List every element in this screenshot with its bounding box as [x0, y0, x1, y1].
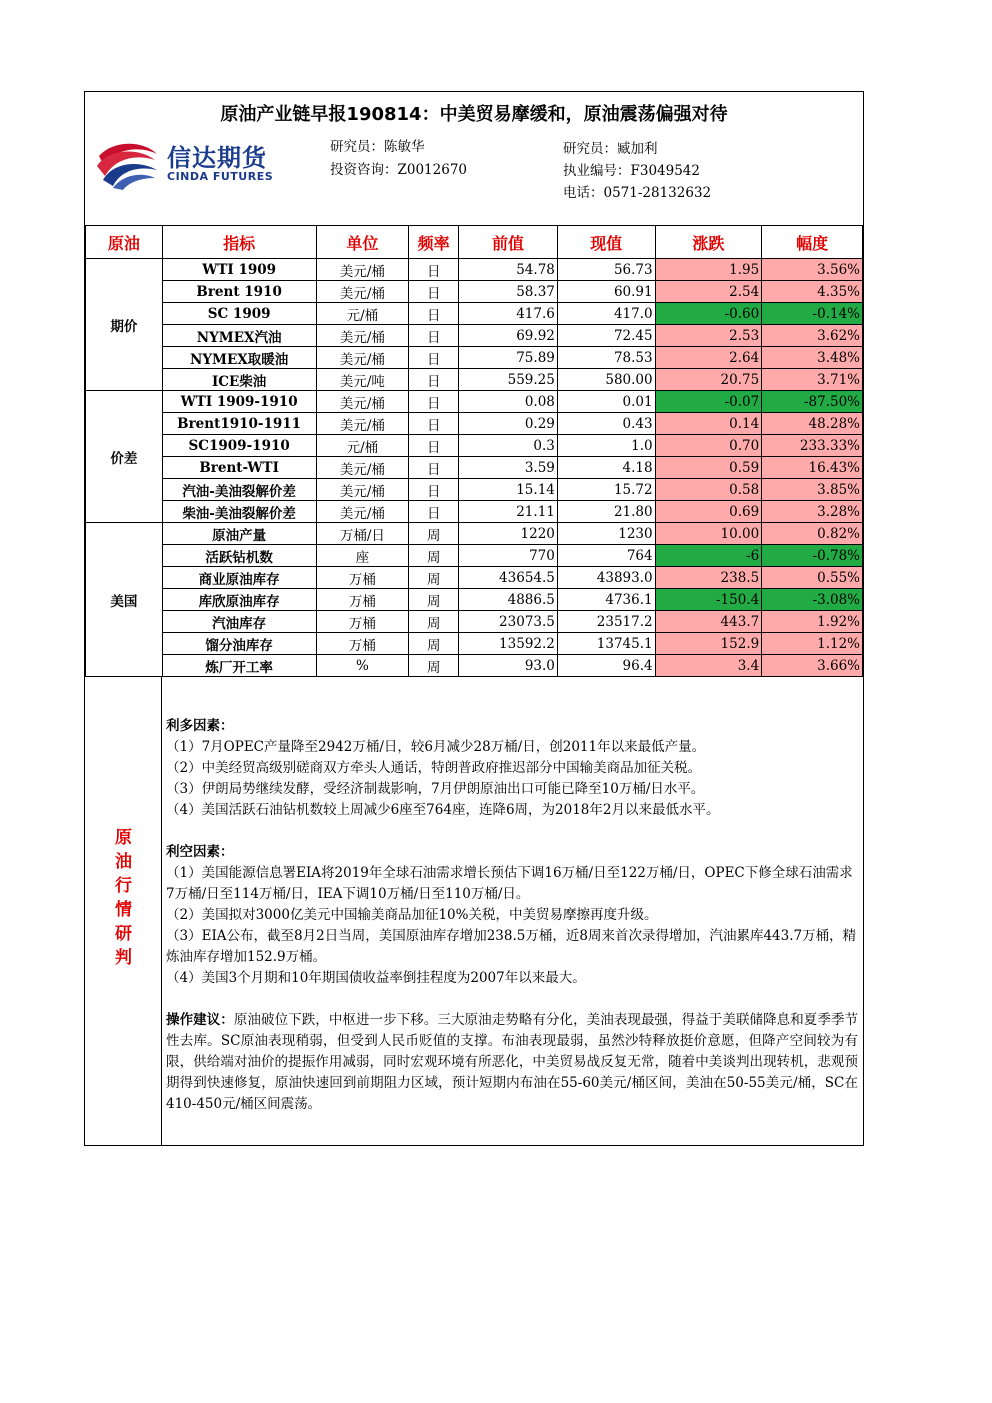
frequency-cell: 日: [409, 391, 459, 413]
table-row: [86, 589, 863, 611]
change-cell: 0.70: [655, 435, 762, 457]
logo-english-text: CINDA FUTURES: [167, 170, 274, 183]
frequency-cell: 周: [409, 545, 459, 567]
previous-value-cell: 54.78: [459, 259, 558, 281]
change-cell: 0.14: [655, 413, 762, 435]
unit-cell: 元/桶: [316, 303, 409, 325]
frequency-cell: 日: [409, 281, 459, 303]
header-current: 现值: [557, 226, 655, 259]
indicator-cell: SC 1909: [162, 303, 316, 325]
unit-cell: 美元/桶: [316, 391, 409, 413]
unit-cell: 美元/桶: [316, 413, 409, 435]
percent-cell: 1.12%: [762, 633, 863, 655]
frequency-cell: 日: [409, 457, 459, 479]
current-value-cell: 13745.1: [557, 633, 655, 655]
table-row: [86, 501, 863, 523]
previous-value-cell: 3.59: [459, 457, 558, 479]
logo-chinese-text: 信达期货: [167, 144, 267, 172]
table-row: [86, 655, 863, 677]
header-unit: 单位: [316, 226, 409, 259]
frequency-cell: 日: [409, 325, 459, 347]
change-cell: -0.60: [655, 303, 762, 325]
frequency-cell: 日: [409, 347, 459, 369]
percent-cell: 3.48%: [762, 347, 863, 369]
percent-cell: 3.62%: [762, 325, 863, 347]
change-cell: 0.59: [655, 457, 762, 479]
bear-factors-list: [166, 863, 858, 989]
change-cell: 20.75: [655, 369, 762, 391]
indicator-cell: 柴油-美油裂解价差: [162, 501, 316, 523]
section-label: 价差: [86, 391, 163, 523]
current-value-cell: 72.45: [557, 325, 655, 347]
bull-factor-item: （2）中美经贸高级别磋商双方牵头人通话，特朗普政府推迟部分中国输美商品加征关税。: [166, 760, 702, 776]
indicator-cell: 活跃钻机数: [162, 545, 316, 567]
header-previous: 前值: [459, 226, 558, 259]
indicator-cell: ICE柴油: [162, 369, 316, 391]
percent-cell: -87.50%: [762, 391, 863, 413]
unit-cell: 万桶: [316, 567, 409, 589]
percent-cell: 3.71%: [762, 369, 863, 391]
frequency-cell: 日: [409, 303, 459, 325]
header-frequency: 频率: [409, 226, 459, 259]
table-row: [86, 523, 863, 545]
frequency-cell: 周: [409, 655, 459, 677]
previous-value-cell: 43654.5: [459, 567, 558, 589]
indicator-cell: NYMEX取暖油: [162, 347, 316, 369]
previous-value-cell: 13592.2: [459, 633, 558, 655]
frequency-cell: 日: [409, 479, 459, 501]
percent-cell: -0.78%: [762, 545, 863, 567]
header-change: 涨跌: [655, 226, 762, 259]
current-value-cell: 0.43: [557, 413, 655, 435]
previous-value-cell: 0.08: [459, 391, 558, 413]
table-row: [86, 633, 863, 655]
table-row: [86, 457, 863, 479]
current-value-cell: 4736.1: [557, 589, 655, 611]
indicator-cell: NYMEX汽油: [162, 325, 316, 347]
frequency-cell: 日: [409, 435, 459, 457]
change-cell: 2.54: [655, 281, 762, 303]
unit-cell: 美元/桶: [316, 347, 409, 369]
current-value-cell: 56.73: [557, 259, 655, 281]
unit-cell: 万桶/日: [316, 523, 409, 545]
indicator-cell: 库欣原油库存: [162, 589, 316, 611]
researcher-right-name: 研究员：臧加利: [563, 141, 658, 157]
indicator-cell: WTI 1909-1910: [162, 391, 316, 413]
percent-cell: 1.92%: [762, 611, 863, 633]
change-cell: 2.64: [655, 347, 762, 369]
change-cell: 3.4: [655, 655, 762, 677]
previous-value-cell: 21.11: [459, 501, 558, 523]
current-value-cell: 4.18: [557, 457, 655, 479]
current-value-cell: 96.4: [557, 655, 655, 677]
change-cell: 238.5: [655, 567, 762, 589]
bull-factors-title: 利多因素：: [166, 718, 234, 734]
indicator-cell: Brent-WTI: [162, 457, 316, 479]
previous-value-cell: 4886.5: [459, 589, 558, 611]
unit-cell: 万桶: [316, 589, 409, 611]
section-label: 美国: [86, 523, 163, 677]
change-cell: -6: [655, 545, 762, 567]
percent-cell: 3.66%: [762, 655, 863, 677]
analysis-label-text: 原 油 行 情 研 判: [115, 828, 132, 968]
table-row: [86, 303, 863, 325]
current-value-cell: 43893.0: [557, 567, 655, 589]
bear-factor-item: （4）美国3个月期和10年期国债收益率倒挂程度为2007年以来最大。: [166, 970, 586, 986]
table-row: [86, 545, 863, 567]
current-value-cell: 417.0: [557, 303, 655, 325]
analysis-section-label: [85, 676, 162, 1145]
current-value-cell: 23517.2: [557, 611, 655, 633]
current-value-cell: 21.80: [557, 501, 655, 523]
change-cell: 152.9: [655, 633, 762, 655]
current-value-cell: 1.0: [557, 435, 655, 457]
table-row: [86, 369, 863, 391]
previous-value-cell: 69.92: [459, 325, 558, 347]
change-cell: 0.58: [655, 479, 762, 501]
percent-cell: 3.28%: [762, 501, 863, 523]
previous-value-cell: 15.14: [459, 479, 558, 501]
bear-factor-item: （1）美国能源信息署EIA将2019年全球石油需求增长预估下调16万桶/日至122万桶/日，OPEC下修全球石油需求7万桶/日至114万桶/日，IEA下调10万桶/日至110万桶/日。: [166, 865, 853, 902]
researcher-right-code: 执业编号：F3049542: [563, 163, 700, 179]
table-body: [86, 259, 863, 677]
table-row: [86, 611, 863, 633]
frequency-cell: 日: [409, 259, 459, 281]
data-table: [85, 225, 863, 677]
change-cell: -0.07: [655, 391, 762, 413]
bear-factor-item: （2）美国拟对3000亿美元中国输美商品加征10%关税，中美贸易摩擦再度升级。: [166, 907, 658, 923]
bull-factor-item: （1）7月OPEC产量降至2942万桶/日，较6月减少28万桶/日，创2011年以来最低产量。: [166, 739, 706, 755]
change-cell: 443.7: [655, 611, 762, 633]
unit-cell: 美元/桶: [316, 325, 409, 347]
table-row: [86, 259, 863, 281]
header-indicator: 指标: [162, 226, 316, 259]
change-cell: 10.00: [655, 523, 762, 545]
advice-title: 操作建议：: [166, 1012, 234, 1028]
indicator-cell: 炼厂开工率: [162, 655, 316, 677]
frequency-cell: 日: [409, 413, 459, 435]
current-value-cell: 580.00: [557, 369, 655, 391]
frequency-cell: 周: [409, 523, 459, 545]
frequency-cell: 周: [409, 589, 459, 611]
unit-cell: 美元/桶: [316, 259, 409, 281]
previous-value-cell: 93.0: [459, 655, 558, 677]
header-category: 原油: [86, 226, 163, 259]
bear-factor-item: （3）EIA公布，截至8月2日当周，美国原油库存增加238.5万桶，近8周来首次录得增加，汽油累库443.7万桶，精炼油库存增加152.9万桶。: [166, 928, 857, 965]
indicator-cell: 商业原油库存: [162, 567, 316, 589]
unit-cell: 美元/吨: [316, 369, 409, 391]
unit-cell: 元/桶: [316, 435, 409, 457]
operation-advice: [166, 1010, 858, 1115]
previous-value-cell: 0.29: [459, 413, 558, 435]
table-row: [86, 281, 863, 303]
header-percent: 幅度: [762, 226, 863, 259]
table-row: [86, 325, 863, 347]
table-row: [86, 479, 863, 501]
change-cell: 1.95: [655, 259, 762, 281]
previous-value-cell: 58.37: [459, 281, 558, 303]
report-title: 原油产业链早报190814：中美贸易摩缓和，原油震荡偏强对待: [220, 104, 728, 125]
previous-value-cell: 417.6: [459, 303, 558, 325]
percent-cell: -0.14%: [762, 303, 863, 325]
previous-value-cell: 23073.5: [459, 611, 558, 633]
percent-cell: 0.82%: [762, 523, 863, 545]
table-row: [86, 347, 863, 369]
previous-value-cell: 559.25: [459, 369, 558, 391]
current-value-cell: 15.72: [557, 479, 655, 501]
cinda-logo: [93, 136, 283, 192]
percent-cell: 16.43%: [762, 457, 863, 479]
bull-factor-item: （4）美国活跃石油钻机数较上周减少6座至764座，连降6周，为2018年2月以来最低水平。: [166, 802, 720, 818]
indicator-cell: 汽油库存: [162, 611, 316, 633]
researcher-left-license: 投资咨询：Z0012670: [330, 162, 468, 178]
indicator-cell: 原油产量: [162, 523, 316, 545]
indicator-cell: SC1909-1910: [162, 435, 316, 457]
advice-text: 原油破位下跌，中枢进一步下移。三大原油走势略有分化，美油表现最强，得益于美联储降息和夏季季节性去库。SC原油表现稍弱，但受到人民币贬值的支撑。布油表现最弱，虽然沙特释放挺价意愿，但降产空间较为有限，供给端对油价的提振作用减弱，同时宏观环境有所恶化，中美贸易战反复无常，随着中美谈判出现转机，悲观预期得到快速修复，原油快速回到前期阻力区域，预计短期内布油在55-60美元/桶区间，美油在50-55美元/桶，SC在410-450元/桶区间震荡。: [166, 1012, 859, 1112]
percent-cell: 0.55%: [762, 567, 863, 589]
analysis-body: [166, 716, 858, 1115]
current-value-cell: 1230: [557, 523, 655, 545]
table-row: [86, 567, 863, 589]
indicator-cell: 汽油-美油裂解价差: [162, 479, 316, 501]
previous-value-cell: 770: [459, 545, 558, 567]
current-value-cell: 764: [557, 545, 655, 567]
previous-value-cell: 1220: [459, 523, 558, 545]
unit-cell: 美元/桶: [316, 501, 409, 523]
section-label: 期价: [86, 259, 163, 391]
unit-cell: 美元/桶: [316, 281, 409, 303]
researcher-right-phone: 电话：0571-28132632: [563, 185, 712, 201]
percent-cell: 3.56%: [762, 259, 863, 281]
table-row: [86, 391, 863, 413]
unit-cell: 美元/桶: [316, 457, 409, 479]
current-value-cell: 60.91: [557, 281, 655, 303]
indicator-cell: WTI 1909: [162, 259, 316, 281]
indicator-cell: 馏分油库存: [162, 633, 316, 655]
indicator-cell: Brent1910-1911: [162, 413, 316, 435]
report-header: [85, 92, 863, 225]
previous-value-cell: 75.89: [459, 347, 558, 369]
frequency-cell: 周: [409, 633, 459, 655]
unit-cell: %: [316, 655, 409, 677]
current-value-cell: 78.53: [557, 347, 655, 369]
previous-value-cell: 0.3: [459, 435, 558, 457]
unit-cell: 座: [316, 545, 409, 567]
frequency-cell: 周: [409, 611, 459, 633]
researcher-left-name: 研究员：陈敏华: [330, 139, 425, 155]
change-cell: -150.4: [655, 589, 762, 611]
change-cell: 0.69: [655, 501, 762, 523]
bear-factors-title: 利空因素：: [166, 844, 234, 860]
report-frame: [84, 91, 864, 1146]
unit-cell: 美元/桶: [316, 479, 409, 501]
frequency-cell: 日: [409, 369, 459, 391]
percent-cell: 233.33%: [762, 435, 863, 457]
frequency-cell: 周: [409, 567, 459, 589]
table-row: [86, 435, 863, 457]
bull-factor-item: （3）伊朗局势继续发酵，受经济制裁影响，7月伊朗原油出口可能已降至10万桶/日水平。: [166, 781, 705, 797]
frequency-cell: 日: [409, 501, 459, 523]
current-value-cell: 0.01: [557, 391, 655, 413]
unit-cell: 万桶: [316, 611, 409, 633]
unit-cell: 万桶: [316, 633, 409, 655]
percent-cell: 48.28%: [762, 413, 863, 435]
table-row: [86, 413, 863, 435]
table-header-row: [86, 226, 863, 259]
cinda-swoosh-icon: [93, 136, 161, 192]
percent-cell: 4.35%: [762, 281, 863, 303]
indicator-cell: Brent 1910: [162, 281, 316, 303]
change-cell: 2.53: [655, 325, 762, 347]
percent-cell: 3.85%: [762, 479, 863, 501]
bull-factors-list: [166, 737, 858, 821]
percent-cell: -3.08%: [762, 589, 863, 611]
